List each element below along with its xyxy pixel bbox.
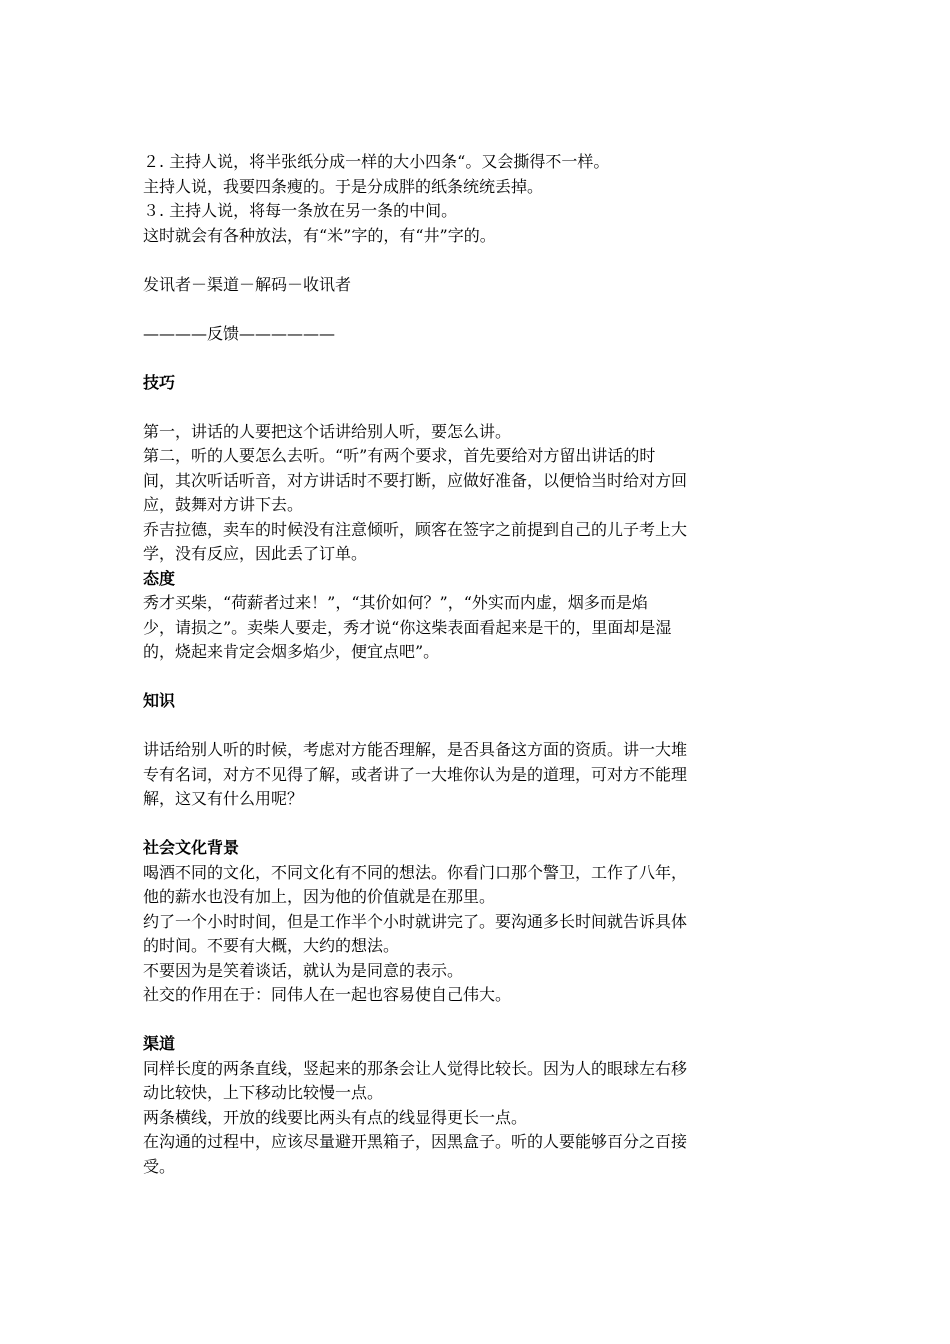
paragraph-line: 学，没有反应，因此丢了订单。 <box>143 544 368 563</box>
section-heading-attitude: 态度 <box>143 568 176 588</box>
intro-line: ３. 主持人说，将每一条放在另一条的中间。 <box>143 201 458 220</box>
spacer <box>143 346 803 371</box>
paragraph-line: 秀才买柴，“荷薪者过来！”，“其价如何？”，“外实而内虚，烟多而是焰 <box>143 593 648 612</box>
document-page <box>143 150 803 1179</box>
paragraph-line: 喝酒不同的文化，不同文化有不同的想法。你看门口那个警卫，工作了八年， <box>143 862 688 882</box>
spacer <box>143 665 803 690</box>
paragraph-line: 约了一个小时时间，但是工作半个小时就讲完了。要沟通多长时间就告诉具体 <box>143 911 688 931</box>
section-heading-channel: 渠道 <box>143 1034 176 1053</box>
communication-model-line: 发讯者－渠道－解码－收讯者 <box>143 274 352 294</box>
paragraph-line: 的时间。不要有大概，大约的想法。 <box>143 936 400 955</box>
paragraph-line: 社交的作用在于：同伟人在一起也容易使自己伟大。 <box>143 985 512 1004</box>
intro-line: 这时就会有各种放法，有“米”字的，有“井”字的。 <box>143 225 496 245</box>
section-heading-culture: 社会文化背景 <box>143 838 240 857</box>
paragraph-line: 解，这又有什么用呢？ <box>143 789 304 808</box>
feedback-line: ————反馈—————— <box>143 323 336 343</box>
spacer <box>143 395 803 420</box>
paragraph-line: 动比较快，上下移动比较慢一点。 <box>143 1083 384 1102</box>
section-heading-skill: 技巧 <box>143 372 176 392</box>
paragraph-line: 乔吉拉德，卖车的时候没有注意倾听，顾客在签字之前提到自己的儿子考上大 <box>143 519 688 539</box>
paragraph-line: 第一，讲话的人要把这个话讲给别人听，要怎么讲。 <box>143 421 512 441</box>
spacer <box>143 714 803 739</box>
paragraph-line: 少，请损之”。卖柴人要走，秀才说“你这柴表面看起来是干的，里面却是湿 <box>143 617 672 637</box>
paragraph-line: 他的薪水也没有加上，因为他的价值就是在那里。 <box>143 887 496 906</box>
spacer <box>143 297 803 322</box>
paragraph-line: 两条横线，开放的线要比两头有点的线显得更长一点。 <box>143 1107 528 1127</box>
paragraph-line: 受。 <box>143 1156 176 1176</box>
paragraph-line: 同样长度的两条直线，竖起来的那条会让人觉得比较长。因为人的眼球左右移 <box>143 1058 688 1078</box>
paragraph-line: 应，鼓舞对方讲下去。 <box>143 495 304 514</box>
paragraph-line: 讲话给别人听的时候，考虑对方能否理解，是否具备这方面的资质。讲一大堆 <box>143 740 688 759</box>
intro-line: ２. 主持人说，将半张纸分成一样的大小四条“。又会撕得不一样。 <box>143 152 610 171</box>
paragraph-line: 第二，听的人要怎么去听。“听”有两个要求，首先要给对方留出讲话的时 <box>143 446 656 465</box>
spacer <box>143 1008 803 1033</box>
paragraph-line: 不要因为是笑着谈话，就认为是同意的表示。 <box>143 960 464 980</box>
section-heading-knowledge: 知识 <box>143 691 176 710</box>
paragraph-line: 间，其次听话听音，对方讲话时不要打断，应做好准备，以便恰当时给对方回 <box>143 470 688 490</box>
spacer <box>143 812 803 837</box>
paragraph-line: 的，烧起来肯定会烟多焰少，便宜点吧”。 <box>143 642 440 661</box>
spacer <box>143 248 803 273</box>
intro-line: 主持人说，我要四条瘦的。于是分成胖的纸条统统丢掉。 <box>143 176 544 196</box>
paragraph-line: 专有名词，对方不见得了解，或者讲了一大堆你认为是的道理，可对方不能理 <box>143 764 688 784</box>
paragraph-line: 在沟通的过程中，应该尽量避开黑箱子，因黑盒子。听的人要能够百分之百接 <box>143 1132 688 1151</box>
